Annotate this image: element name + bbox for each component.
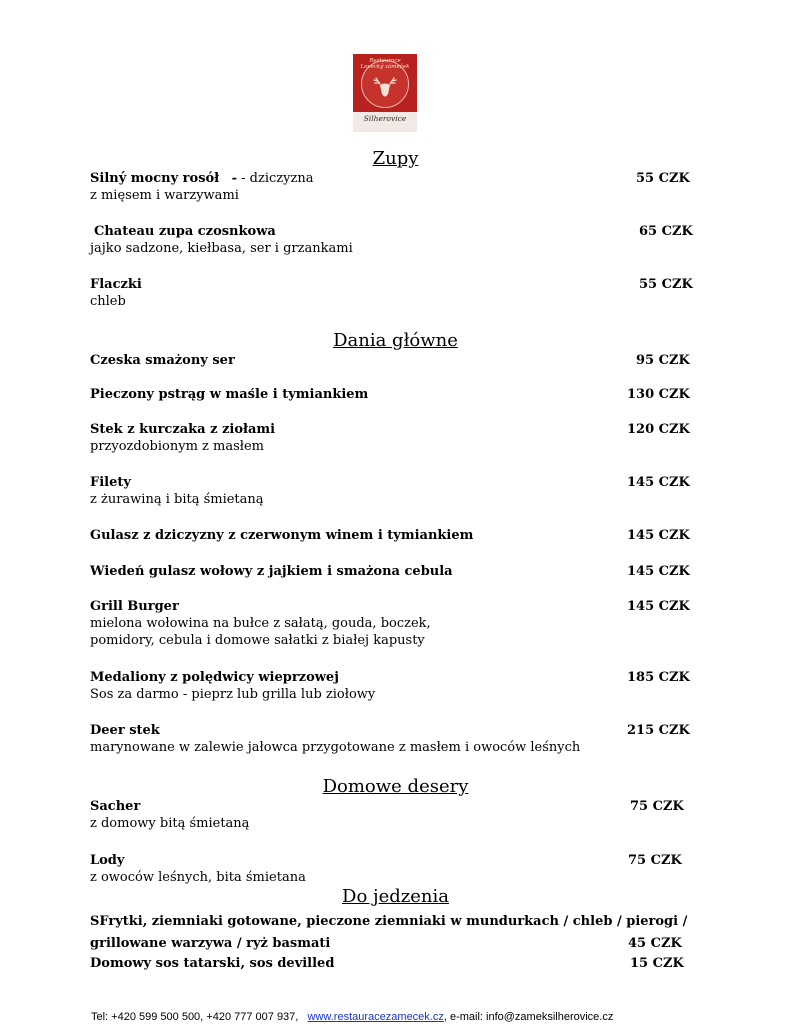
website-link[interactable]: www.restauracezamecek.cz (307, 1011, 444, 1023)
item-price: 55 CZK (639, 277, 693, 292)
item-price: 120 CZK (627, 422, 690, 437)
item-name: Deer stek (90, 723, 160, 738)
footer-phones: Tel: +420 599 500 500, +420 777 007 937, (91, 1011, 299, 1023)
item-price: 185 CZK (627, 670, 690, 685)
menu-item (90, 669, 690, 703)
section-title-dania: Dania główne (333, 330, 458, 351)
footer-contact (91, 1010, 613, 1024)
item-price: 145 CZK (627, 599, 690, 614)
menu-item (90, 421, 690, 455)
menu-item (90, 527, 690, 544)
item-price: 145 CZK (627, 528, 690, 543)
section-title-dodatki: Do jedzenia (342, 886, 449, 907)
item-desc: mielona wołowina na bułce z sałatą, gouda, boczek, (90, 616, 431, 631)
item-desc: z mięsem i warzywami (90, 188, 239, 203)
menu-item (90, 852, 690, 886)
item-desc: z domowy bitą śmietaną (90, 816, 250, 831)
item-desc-line2: pomidory, cebula i domowe sałatki z białej kapusty (90, 633, 425, 648)
item-name: Gulasz z dziczyzny z czerwonym winem i tymiankiem (90, 528, 474, 543)
item-desc: z żurawiną i bitą śmietaną (90, 492, 264, 507)
menu-item: Silný mocny rosół - - dziczyzna z mięsem i warzywami (90, 170, 690, 204)
item-name: Sacher (90, 799, 141, 814)
item-desc: jajko sadzone, kiełbasa, ser i grzankami (90, 241, 353, 256)
item-desc: przyozdobionym z masłem (90, 439, 265, 454)
item-name: SFrytki, ziemniaki gotowane, pieczone ziemniaki w mundurkach / chleb / pierogi / (90, 914, 688, 929)
section-title-desery: Domowe desery (322, 776, 469, 797)
item-name: Pieczony pstrąg w maśle i tymiankiem (90, 387, 369, 402)
logo-name: Silherovice (363, 114, 407, 123)
menu-item (90, 935, 690, 952)
item-name: Chateau zupa czosnkowa (94, 224, 276, 239)
menu-item (90, 955, 690, 972)
item-desc: marynowane w zalewie jałowca przygotowane z masłem i owoców leśnych (90, 740, 581, 755)
menu-item (90, 563, 690, 580)
footer-email: , e-mail: info@zameksilherovice.cz (443, 1011, 614, 1023)
item-price: 75 CZK (630, 799, 684, 814)
item-name: Flaczki (90, 277, 142, 292)
item-price: 65 CZK (639, 224, 693, 239)
item-price: 55 CZK (636, 171, 690, 186)
item-price: 130 CZK (627, 387, 690, 402)
item-inline-desc: - dziczyzna (241, 171, 314, 186)
item-desc: z owoców leśnych, bita śmietana (90, 870, 306, 885)
item-price: 215 CZK (627, 723, 690, 738)
item-name: Czeska smażony ser (90, 353, 235, 368)
item-name: Medaliony z polędwicy wieprzowej (90, 670, 339, 685)
menu-item (90, 223, 690, 257)
menu-item (90, 913, 690, 930)
item-price: 45 CZK (628, 936, 682, 951)
section-title-zupy: Zupy (372, 148, 419, 169)
menu-item (90, 598, 690, 649)
menu-item (90, 722, 690, 756)
item-name: grillowane warzywa / ryż basmati (90, 936, 331, 951)
deer-head-icon (371, 74, 399, 102)
item-name: Grill Burger (90, 599, 179, 614)
item-price: 95 CZK (636, 353, 690, 368)
restaurant-logo (353, 54, 417, 132)
item-price: 15 CZK (630, 956, 684, 971)
item-name: Domowy sos tatarski, sos devilled (90, 956, 335, 971)
menu-item (90, 798, 690, 832)
item-price: 145 CZK (627, 475, 690, 490)
item-desc: chleb (90, 294, 126, 309)
item-name: Lody (90, 853, 125, 868)
logo-arc-text: Restaurace Lovecký zámeček (360, 58, 410, 70)
menu-item (90, 276, 690, 310)
menu-item (90, 474, 690, 508)
menu-item (90, 352, 690, 369)
item-name: Stek z kurczaka z ziołami (90, 422, 276, 437)
menu-item (90, 386, 690, 403)
item-desc: Sos za darmo - pieprz lub grilla lub ziołowy (90, 687, 376, 702)
item-price: 75 CZK (628, 853, 682, 868)
item-name: Silný mocny rosół (90, 171, 220, 186)
item-name: Wiedeń gulasz wołowy z jajkiem i smażona cebula (90, 564, 453, 579)
item-name: Filety (90, 475, 131, 490)
item-price: 145 CZK (627, 564, 690, 579)
